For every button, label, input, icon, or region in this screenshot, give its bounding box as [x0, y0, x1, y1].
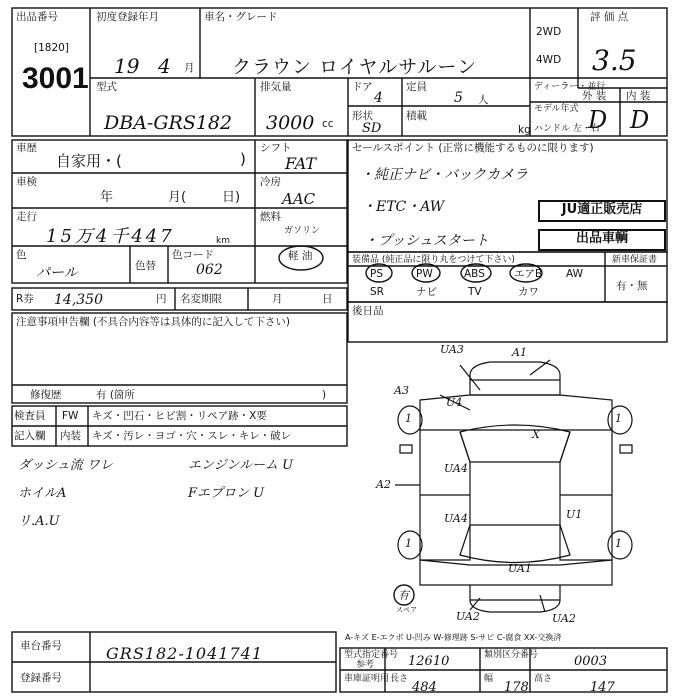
- mark-u1: U1: [566, 508, 583, 521]
- width-label: 幅: [484, 674, 494, 684]
- score-label: 評 価 点: [590, 11, 629, 23]
- deadline-label: 名変期限: [180, 293, 222, 305]
- repair-label: 修復歴: [30, 389, 62, 401]
- equip-pw: PW: [416, 268, 433, 280]
- mileage-value: 15万4千447: [46, 226, 175, 247]
- listing-stamp: 出品車輌: [538, 229, 666, 251]
- warranty-value: 有・無: [616, 280, 648, 292]
- inspection-year: 年: [100, 190, 114, 205]
- mark-u4: U4: [446, 396, 463, 409]
- equip-airbag: エアB: [514, 268, 543, 280]
- mark-ua4-1: UA4: [444, 462, 468, 475]
- diagram-legend: A-キズ E-エクボ U-凹み W-修理跡 S-サビ C-腐食 XX-交換済: [345, 633, 562, 642]
- inspection-month: 月(: [168, 190, 187, 205]
- recycle-value: 14,350: [54, 292, 103, 308]
- inspection-label: 車検: [16, 176, 37, 188]
- capacity-unit: 人: [478, 94, 489, 106]
- after-items-label: 後日品: [352, 305, 384, 317]
- fuel-label: 燃料: [260, 211, 281, 223]
- int-grade: D: [630, 106, 650, 134]
- interior-items: キズ・汚レ・ヨゴ・穴・スレ・キレ・破レ: [92, 430, 292, 442]
- interior-label: 内装: [60, 430, 81, 442]
- door-value: 4: [374, 90, 383, 106]
- class-label: 類別区分番号: [484, 650, 539, 660]
- recycle-label: R券: [16, 293, 34, 305]
- tire-mark-rr: 1: [615, 537, 622, 550]
- lot-label: 出品番号: [16, 11, 58, 23]
- fw-items: キズ・凹石・ヒビ割・リペア跡・X要: [92, 410, 267, 422]
- garage-cert-label: 車庫証明用: [344, 674, 390, 684]
- equip-aw: AW: [566, 268, 583, 280]
- lot-sub: [1820]: [34, 42, 69, 54]
- history-value: 自家用・(: [56, 152, 122, 170]
- history-close: ): [240, 150, 246, 168]
- chassis-value: GRS182-1041741: [106, 644, 263, 663]
- car-name: クラウン ロイヤルサルーン: [232, 56, 477, 78]
- fw-label: FW: [62, 410, 79, 422]
- repair-value: 有 (箇所: [96, 389, 135, 401]
- mark-ua1: UA1: [508, 562, 532, 575]
- type-cert-label: 型式指定番号: [344, 650, 399, 660]
- equip-leather: カワ: [518, 286, 539, 298]
- capacity-label: 定員: [406, 81, 427, 93]
- tire-mark-fr: 1: [615, 412, 622, 425]
- dealer-stamp: JU適正販売店: [538, 200, 666, 222]
- load-unit: kg: [518, 124, 531, 136]
- color-change-label: 色替: [135, 260, 156, 272]
- score-value: 3.5: [592, 44, 637, 77]
- model-year-label: モデル年式: [534, 104, 579, 114]
- first-reg-label: 初度登録年月: [96, 11, 159, 23]
- ext-grade: D: [588, 106, 608, 134]
- inspector-label-1: 検査員: [14, 410, 46, 422]
- mark-ua3: UA3: [440, 343, 464, 356]
- deadline-month: 月: [272, 293, 283, 305]
- type-cert-ref: 参考: [356, 660, 375, 670]
- displacement-unit: cc: [322, 118, 334, 130]
- mark-a1: A1: [512, 346, 527, 359]
- first-reg-month: 4: [158, 54, 171, 78]
- inspector-label-2: 記入欄: [14, 430, 46, 442]
- sales-point-3: ・プッシュスタート: [364, 233, 489, 249]
- shift-label: シフト: [260, 142, 292, 154]
- color-code-label: 色コード: [172, 249, 214, 261]
- sales-label: セールスポイント (正常に機能するものに限ります): [352, 142, 594, 154]
- note-engine-room: エンジンルーム U: [188, 458, 294, 473]
- ac-label: 冷房: [260, 176, 281, 188]
- tire-mark-rl: 1: [405, 537, 412, 550]
- model-label: 型式: [96, 81, 117, 93]
- mileage-label: 走行: [16, 211, 37, 223]
- mark-a2: A2: [376, 478, 391, 491]
- mark-ua2-2: UA2: [552, 612, 576, 625]
- inspection-day: 日): [222, 190, 241, 205]
- equip-abs: ABS: [464, 268, 485, 280]
- mileage-unit: km: [216, 236, 230, 246]
- equipment-label: 装備品 (純正品に限り丸をつけて下さい): [352, 255, 515, 265]
- class-value: 0003: [574, 654, 608, 669]
- displacement-value: 3000: [266, 112, 315, 134]
- note-rau: リ.A.U: [18, 514, 60, 529]
- dealer-label: ディーラー・並行: [534, 82, 606, 92]
- drive-4wd: 4WD: [536, 54, 562, 66]
- door-label: ドア: [352, 81, 373, 93]
- load-label: 積載: [406, 110, 427, 122]
- registration-label: 登録番号: [20, 672, 62, 684]
- equip-navi: ナビ: [416, 286, 437, 298]
- equip-ps: PS: [370, 268, 383, 280]
- color-code-value: 062: [196, 262, 223, 278]
- sales-point-2: ・ETC・AW: [362, 199, 445, 215]
- notes-label: 注意事項申告欄 (不具合内容等は具体的に記入して下さい): [16, 316, 291, 328]
- height-label: 高さ: [534, 674, 553, 684]
- shape-value: SD: [362, 121, 382, 136]
- ext-label: 外 装: [582, 90, 607, 102]
- mark-a3: A3: [394, 384, 409, 397]
- width-value: 178: [504, 680, 529, 695]
- length-value: 484: [412, 680, 437, 695]
- month-unit: 月: [184, 62, 195, 74]
- capacity-value: 5: [454, 90, 463, 106]
- shape-label: 形状: [352, 110, 373, 122]
- shift-value: FAT: [285, 154, 317, 173]
- type-cert-value: 12610: [408, 654, 450, 669]
- fuel-gasoline: ガソリン: [284, 226, 321, 236]
- spare-label: スペア: [396, 606, 417, 614]
- ac-value: AAC: [282, 190, 316, 208]
- chassis-label: 車台番号: [20, 640, 62, 652]
- mark-ua4-2: UA4: [444, 512, 468, 525]
- mark-spare-yes: 有: [398, 589, 409, 602]
- first-reg-year: 19: [114, 54, 140, 78]
- color-value: パール: [36, 265, 78, 281]
- handle-label: ハンドル 左・右: [534, 124, 600, 134]
- equip-tv: TV: [468, 286, 482, 298]
- note-wheel: ホイルA: [18, 486, 67, 501]
- car-name-label: 車名・グレード: [204, 11, 278, 23]
- history-label: 車歴: [16, 142, 37, 154]
- displacement-label: 排気量: [260, 81, 292, 93]
- sales-point-1: ・純正ナビ・バックカメラ: [360, 167, 528, 183]
- mark-x: X: [532, 428, 540, 441]
- mark-ua2-1: UA2: [456, 610, 480, 623]
- note-f-apron: Fエプロン U: [188, 486, 265, 501]
- note-dash-crack: ダッシュ流 ワレ: [18, 458, 113, 473]
- color-label: 色: [16, 249, 27, 261]
- height-value: 147: [590, 680, 615, 695]
- length-label: 長さ: [390, 674, 409, 684]
- recycle-unit: 円: [156, 293, 167, 305]
- tire-mark-fl: 1: [405, 412, 412, 425]
- lot-number: 3001: [22, 62, 89, 95]
- equip-sr: SR: [370, 286, 384, 298]
- warranty-label: 新車保証書: [612, 255, 658, 265]
- model-value: DBA-GRS182: [104, 112, 233, 134]
- repair-close: ): [322, 389, 327, 401]
- drive-2wd: 2WD: [536, 26, 562, 38]
- deadline-day: 日: [322, 293, 333, 305]
- fuel-diesel: 軽 油: [288, 250, 313, 262]
- int-label: 内 装: [626, 90, 651, 102]
